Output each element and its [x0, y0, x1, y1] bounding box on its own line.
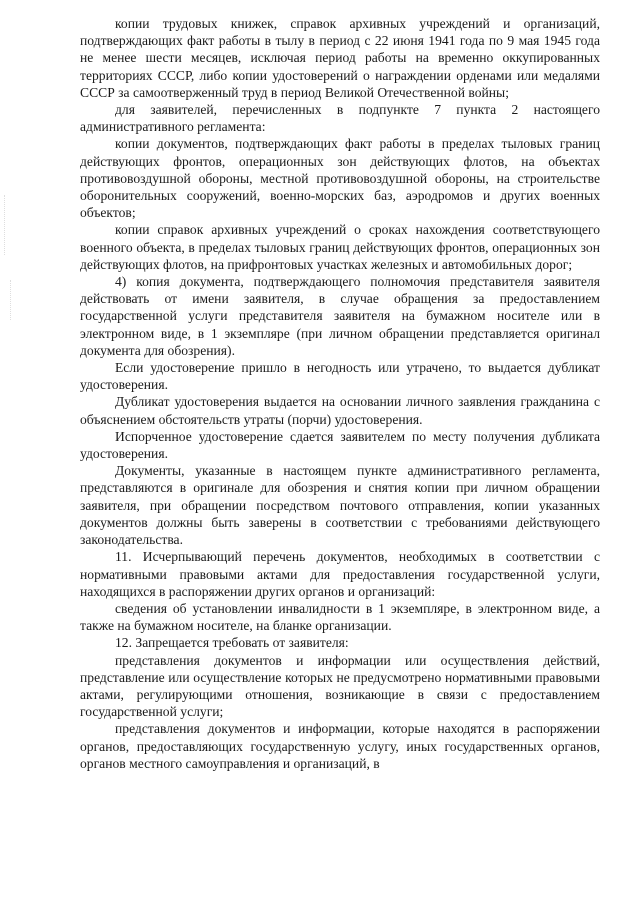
paragraph: Испорченное удостоверение сдается заявителем по месту получения дубликата удостоверения. [80, 428, 600, 462]
paragraph: копии документов, подтверждающих факт работы в пределах тыловых границ действующих фронтов, операционных зон действующих флотов, на объектах противовоздушной обороны, местной противовоздушной обороны, на строительстве оборонительных сооружений, военно-морских баз, аэродромов и других военных объектов; [80, 136, 600, 221]
paragraph: 12. Запрещается требовать от заявителя: [115, 635, 349, 651]
paragraph: представления документов и информации или осуществления действий, представление или осуществление которых не предусмотрено нормативными правовыми актами, регулирующими отношения, возникающие в связи с предоставлением государственной услуги; [80, 652, 600, 720]
paragraph: представления документов и информации, которые находятся в распоряжении органов, предоставляющих государственную услугу, иных государственных органов, органов местного самоуправления и организаций, в [80, 721, 600, 771]
paragraph: 4) копия документа, подтверждающего полномочия представителя заявителя действовать от имени заявителя, в случае обращения за предоставлением государственной услуги представителя заявителя на бумажном носителе или в электронном виде, в 1 экземпляре (при личном обращении представляется оригинал документа для обозрения). [80, 274, 600, 358]
document-body [80, 15, 600, 772]
paragraph: Если удостоверение пришло в негодность или утрачено, то выдается дубликат удостоверения. [80, 360, 600, 393]
paragraph: копии справок архивных учреждений о сроках нахождения соответствующего военного объекта, в пределах тыловых границ действующих фронтов, операционных зон действующих флотов, на прифронтовых участках железных и автомобильных дорог; [80, 222, 600, 272]
paragraph: 11. Исчерпывающий перечень документов, необходимых в соответствии с нормативными правовыми актами для предоставления государственной услуги, находящихся в распоряжении других органов и организаций: [80, 549, 600, 599]
paragraph: копии трудовых книжек, справок архивных учреждений и организаций, подтверждающих факт работы в тылу в период с 22 июня 1941 года по 9 мая 1945 года не менее шести месяцев, исключая период работы на временно оккупированных территориях СССР, либо копии удостоверений о награждении орденами или медалями СССР за самоотверженный труд в период Великой Отечественной войны; [80, 16, 600, 100]
paragraph: Дубликат удостоверения выдается на основании личного заявления гражданина с объяснением обстоятельств утраты (порчи) удостоверения. [80, 394, 600, 427]
paragraph: сведения об установлении инвалидности в 1 экземпляре, в электронном виде, а также на бумажном носителе, на бланке организации. [80, 600, 600, 634]
paragraph: Документы, указанные в настоящем пункте административного регламента, представляются в оригинале для обозрения и снятия копии при личном обращении заявителя, при обращении посредством почтового отправления, копии указанных документов должны быть заверены в соответствии с требованиями действующего законодательства. [80, 463, 600, 548]
scan-artifact [10, 280, 29, 320]
scan-artifact [4, 195, 23, 255]
paragraph: для заявителей, перечисленных в подпункте 7 пункта 2 настоящего административного регламента: [80, 102, 600, 135]
